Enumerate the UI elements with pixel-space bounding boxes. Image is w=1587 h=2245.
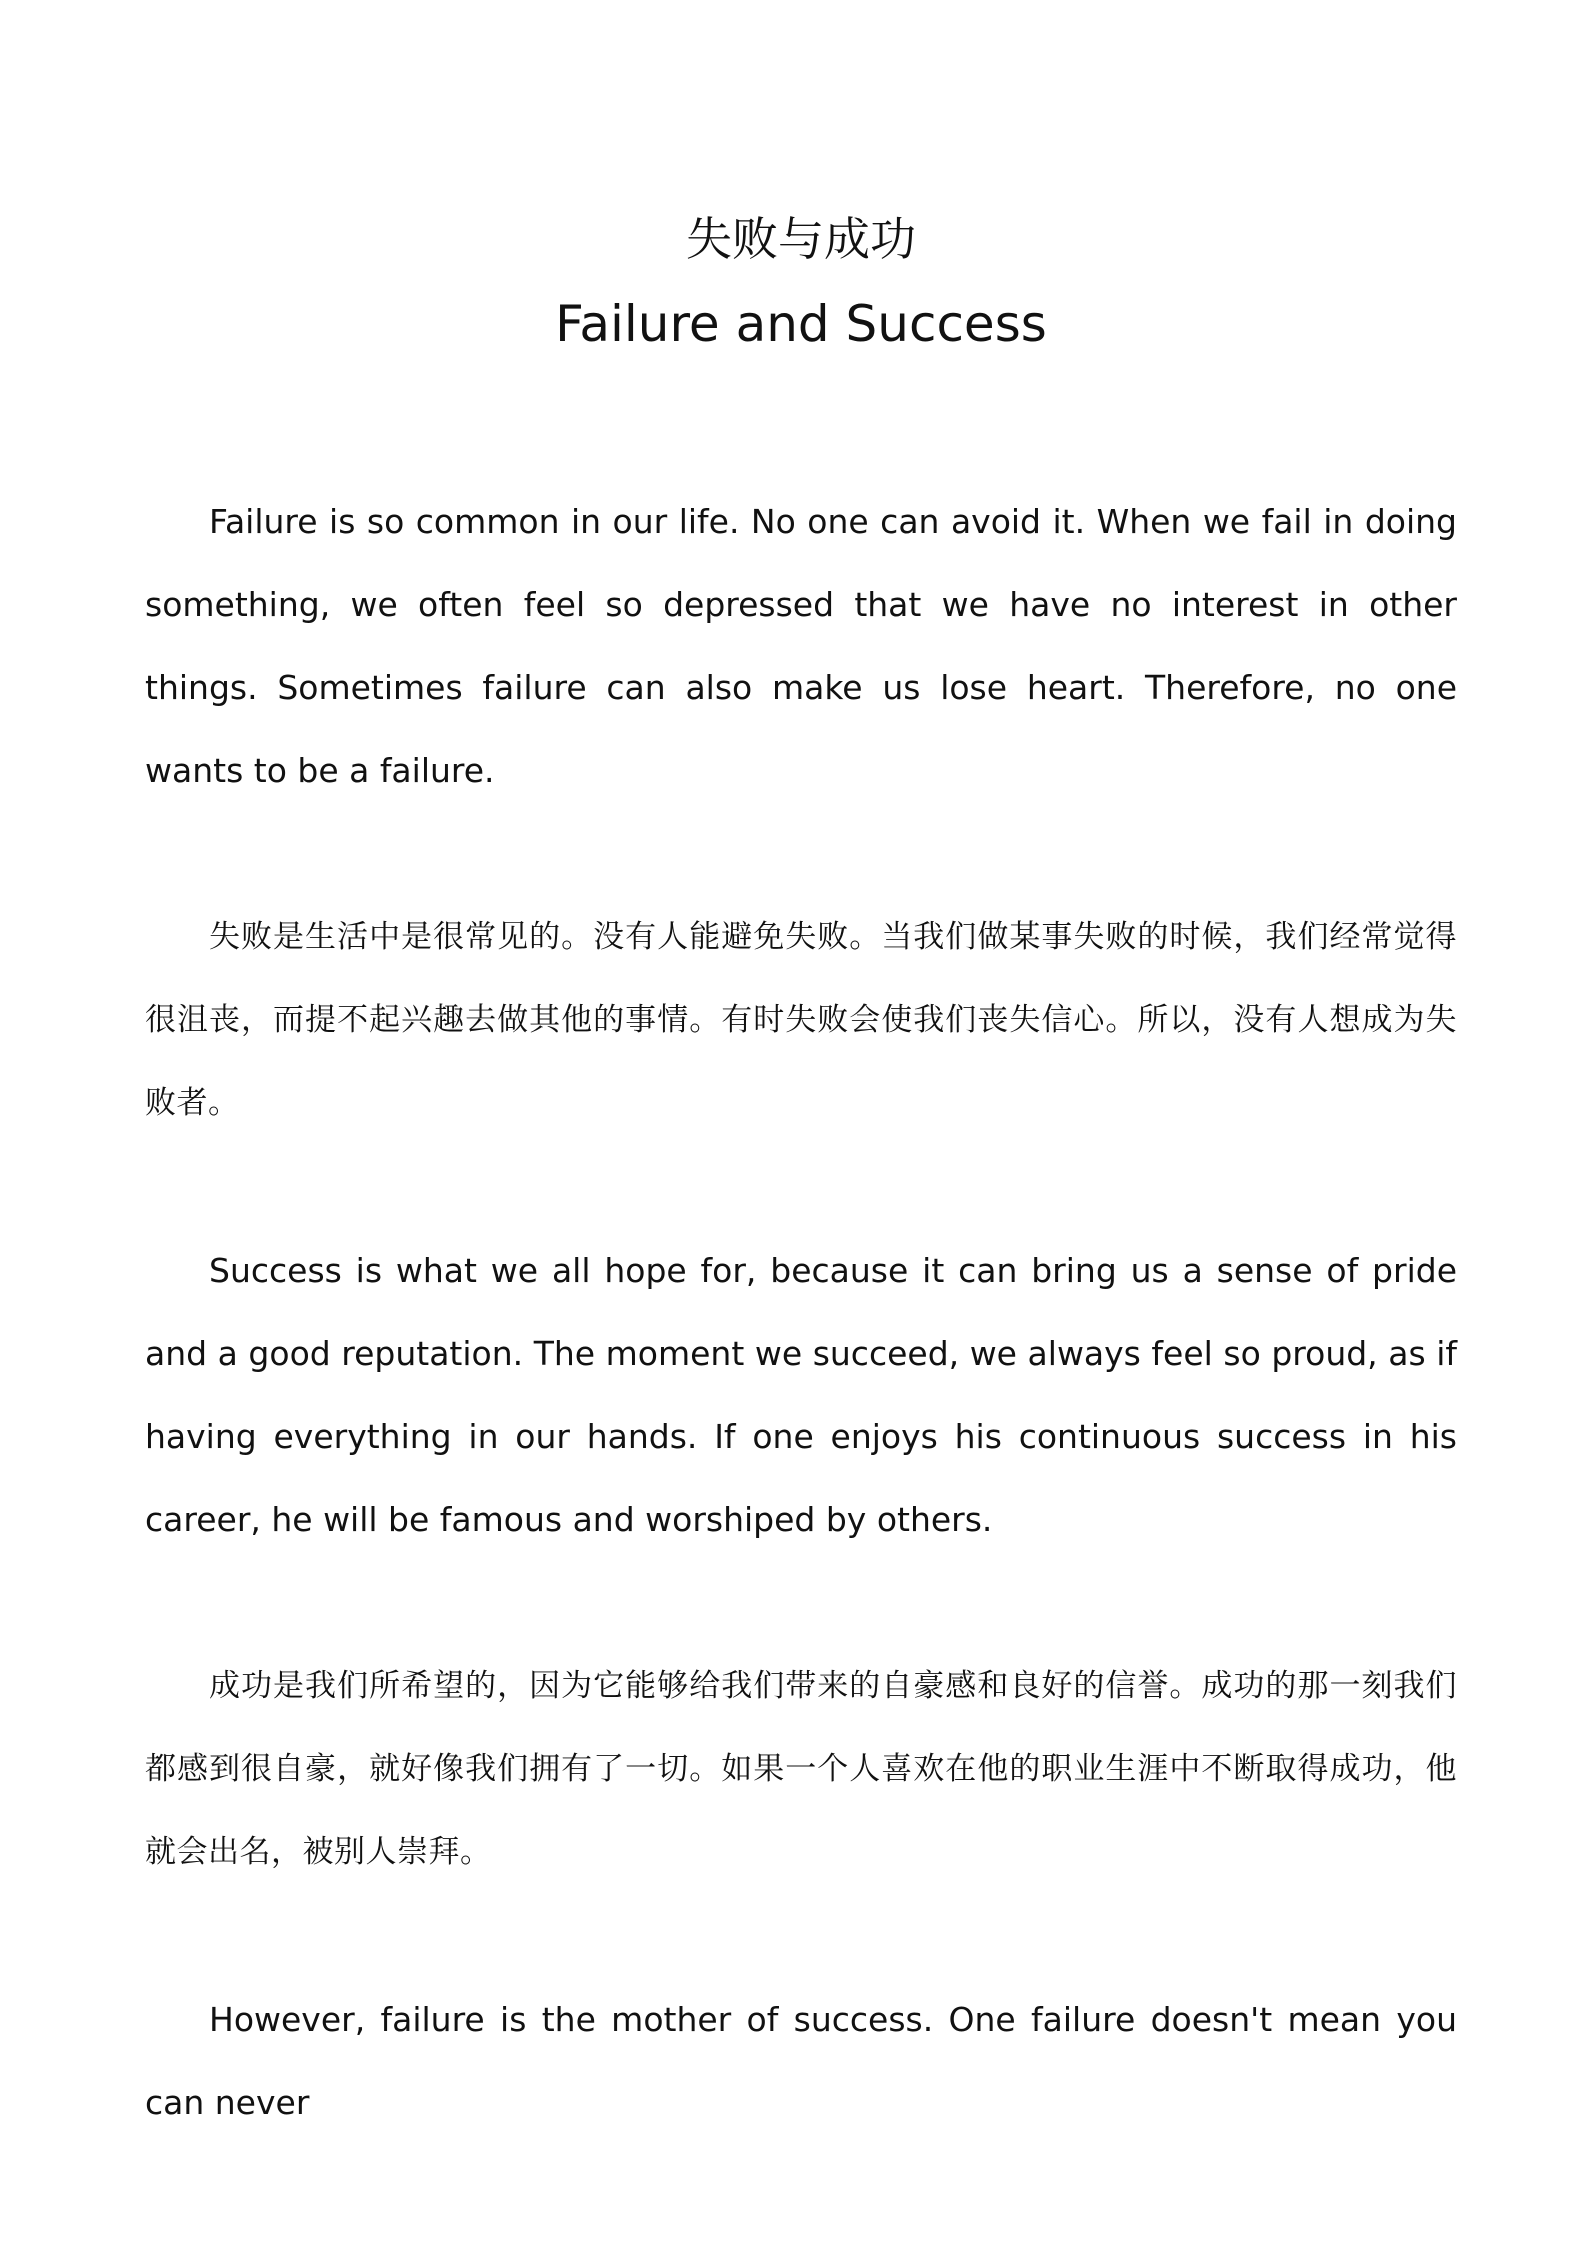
paragraph-chinese-failure: 失败是生活中是很常见的。没有人能避免失败。当我们做某事失败的时候，我们经常觉得很沮丧，而提不起兴趣去做其他的事情。有时失败会使我们丧失信心。所以，没有人想成为失败者。	[145, 919, 1457, 1121]
title-block	[145, 0, 1457, 360]
paragraph-english-failure: Failure is so common in our life. No one can avoid it. When we fail in doing something, we often feel so depressed that we have no interest in other things. Sometimes failure can also make us lose heart. Therefore, no one wants to be a failure.	[145, 502, 1457, 790]
paragraph-chinese-success: 成功是我们所希望的，因为它能够给我们带来的自豪感和良好的信誉。成功的那一刻我们都感到很自豪，就好像我们拥有了一切。如果一个人喜欢在他的职业生涯中不断取得成功，他就会出名，被别人崇拜。	[145, 1668, 1457, 1870]
paragraph-english-success: Success is what we all hope for, because it can bring us a sense of pride and a good reputation. The moment we succeed, we always feel so proud, as if having everything in our hands. If one enjoys his continuous success in his career, he will be famous and worshiped by others.	[145, 1251, 1457, 1539]
english-title: Failure and Success	[555, 295, 1047, 353]
paragraph-english-however: However, failure is the mother of success. One failure doesn't mean you can never	[145, 2000, 1457, 2122]
chinese-title: 失败与成功	[686, 212, 916, 266]
body-text	[145, 480, 1457, 2144]
